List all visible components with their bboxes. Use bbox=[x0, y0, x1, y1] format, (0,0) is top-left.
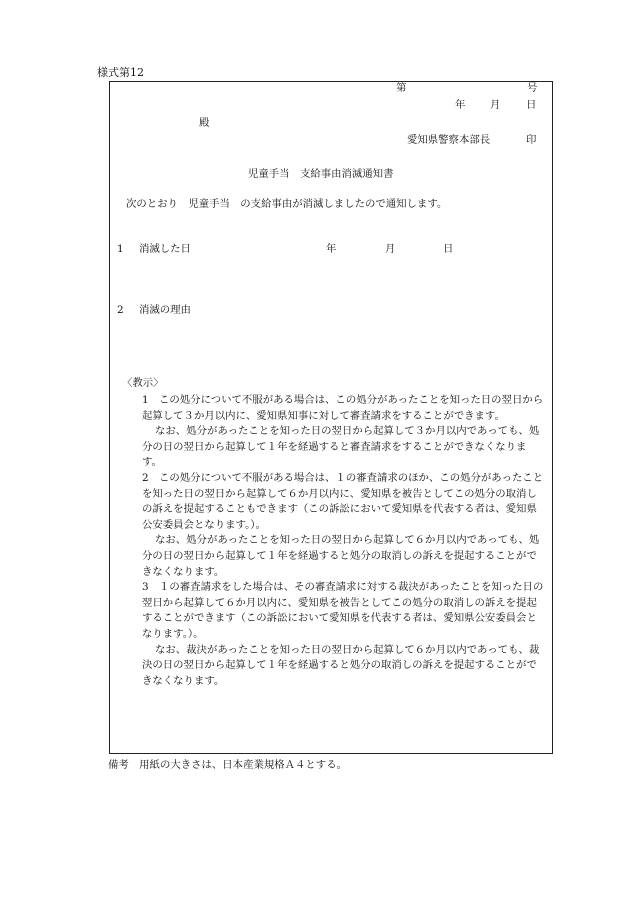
notice-heading: 〈教示〉 bbox=[122, 377, 164, 389]
number-suffix: 号 bbox=[527, 82, 538, 94]
form-label: 様式第12 bbox=[97, 66, 144, 79]
date-year: 年 bbox=[455, 99, 466, 111]
issuer-name: 愛知県警察本部長 bbox=[407, 134, 491, 146]
notice-paragraph-1: 1 この処分について不服がある場合は、この処分があったことを知った日の翌日から起算して３か月以内に、愛知県知事に対して審査請求をすることができます。 bbox=[142, 394, 544, 422]
notice-paragraph-2: 2 この処分について不服がある場合は、１の審査請求のほか、この処分があったことを知った日の翌日から起算して６か月以内に、愛知県を被告としてこの処分の取消しの訴えを提起することもできます（この訴訟において愛知県を代表する者は、愛知県公安委員会となります。）。 bbox=[142, 471, 544, 531]
notice-paragraph-3-note: なお、裁決があったことを知った日の翌日から起算して６か月以内であっても、裁決の日の翌日から起算して１年を経過すると処分の取消しの訴えを提起することができなくなります。 bbox=[142, 643, 540, 687]
item-1-label: 消滅した日 bbox=[139, 243, 191, 255]
intro-text: 次のとおり 児童手当 の支給事由が消滅しましたので通知します。 bbox=[126, 198, 448, 210]
notice-paragraph-3: 3 １の審査請求をした場合は、その審査請求に対する裁決があったことを知った日の翌日から起算して６か月以内に、愛知県を被告としてこの処分の取消しの訴えを提起することができます（この訴訟において愛知県を代表する者は、愛知県公安委員会となります。）。 bbox=[142, 581, 544, 640]
footnote: 備考 用紙の大きさは、日本産業規格Ａ４とする。 bbox=[108, 759, 347, 771]
item-2-label: 消滅の理由 bbox=[139, 304, 191, 316]
notice-body bbox=[142, 393, 544, 689]
date-month: 月 bbox=[490, 99, 501, 111]
item-1-year: 年 bbox=[326, 243, 337, 255]
addressee-honorific: 殿 bbox=[199, 117, 210, 129]
notice-paragraph-1-note: なお、処分があったことを知った日の翌日から起算して３か月以内であっても、処分の日の翌日から起算して１年を経過すると審査請求をすることができなくなります。 bbox=[142, 425, 540, 469]
item-2-number: 2 bbox=[117, 304, 124, 316]
item-1-month: 月 bbox=[385, 243, 396, 255]
notice-paragraph-2-note: なお、処分があったことを知った日の翌日から起算して６か月以内であっても、処分の日の翌日から起算して１年を経過すると処分の取消しの訴えを提起することができなくなります。 bbox=[142, 534, 540, 578]
number-prefix: 第 bbox=[396, 82, 407, 94]
date-day: 日 bbox=[526, 99, 537, 111]
seal-mark: 印 bbox=[526, 134, 537, 146]
item-1-number: 1 bbox=[117, 243, 124, 255]
item-1-day: 日 bbox=[443, 243, 454, 255]
document-title: 児童手当 支給事由消滅通知書 bbox=[248, 168, 394, 180]
